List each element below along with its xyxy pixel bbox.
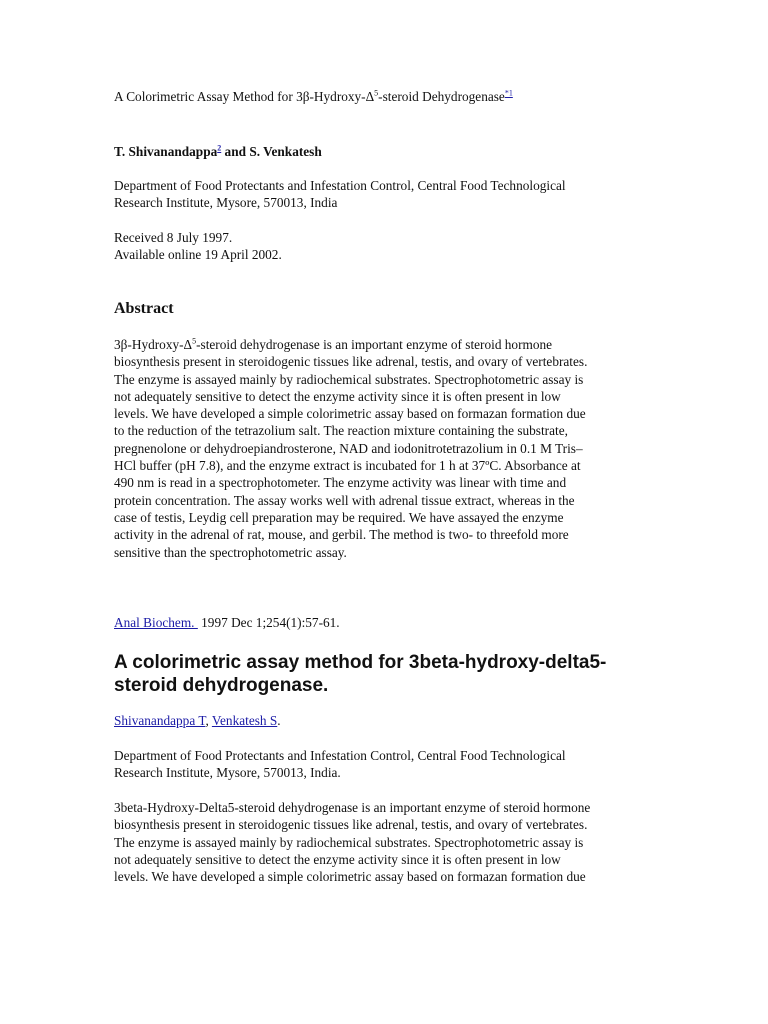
abstract-line: not adequately sensitive to detect the enzyme activity since it is often present in low <box>114 388 561 404</box>
abstract-line: The enzyme is assayed mainly by radiochemical substrates. Spectrophotometric assay is <box>114 834 584 850</box>
article-title-superscript: 5 <box>374 88 379 98</box>
abstract-superscript: 5 <box>192 336 197 346</box>
article-title-suffix: -steroid Dehydrogenase <box>378 89 505 104</box>
abstract-line: levels. We have developed a simple colorimetric assay based on formazan formation due <box>114 869 586 885</box>
affiliation-line: Research Institute, Mysore, 570013, India. <box>114 765 341 781</box>
abstract-line: pregnenolone or dehydroepiandrosterone, NAD and iodonitrotetrazolium in 0.1 M Tris– <box>114 440 583 456</box>
abstract-line: activity in the adrenal of rat, mouse, and gerbil. The method is two- to threefold more <box>114 527 569 543</box>
pubmed-authors <box>114 712 281 729</box>
abstract-first-prefix: 3β-Hydroxy-Δ <box>114 337 193 352</box>
author-second: S. Venkatesh <box>249 144 322 159</box>
author-first: T. Shivanandappa <box>114 144 218 159</box>
abstract-line: levels. We have developed a simple colorimetric assay based on formazan formation due <box>114 406 586 422</box>
journal-link[interactable]: Anal Biochem. <box>114 615 198 630</box>
abstract-line: HCl buffer (pH 7.8), and the enzyme extract is incubated for 1 h at 37ºC. Absorbance at <box>114 458 581 474</box>
received-date: Received 8 July 1997. <box>114 230 233 245</box>
affiliation-line: Department of Food Protectants and Infestation Control, Central Food Technological <box>114 748 566 763</box>
abstract-first-suffix: -steroid dehydrogenase is an important enzyme of steroid hormone <box>196 337 553 352</box>
abstract-line: sensitive than the spectrophotometric assay. <box>114 544 347 560</box>
pubmed-title <box>114 651 680 697</box>
author-footnote-link[interactable]: 2 <box>217 143 222 153</box>
abstract-line: protein concentration. The assay works well with adrenal tissue extract, whereas in the <box>114 492 575 508</box>
author-link-shivanandappa[interactable]: Shivanandappa T <box>114 713 206 728</box>
online-date: Available online 19 April 2002. <box>114 247 282 263</box>
abstract-line: biosynthesis present in steroidogenic tissues like adrenal, testis, and ovary of vertebrates. <box>114 354 588 370</box>
article-dates <box>114 229 282 264</box>
pubmed-abstract <box>114 799 654 889</box>
affiliation-line: Research Institute, Mysore, 570013, India <box>114 195 338 211</box>
citation-details: 1997 Dec 1;254(1):57-61. <box>197 615 340 630</box>
author-line <box>114 143 322 160</box>
title-footnote-link[interactable]: *1 <box>504 88 513 98</box>
pubmed-title-line: steroid dehydrogenase. <box>114 675 329 696</box>
abstract-line: 3beta-Hydroxy-Delta5-steroid dehydrogenase is an important enzyme of steroid hormone <box>114 800 591 815</box>
abstract-line: not adequately sensitive to detect the enzyme activity since it is often present in low <box>114 851 561 867</box>
abstract-heading: Abstract <box>114 300 174 317</box>
affiliation <box>114 177 654 212</box>
pubmed-title-line: A colorimetric assay method for 3beta-hydroxy-delta5- <box>114 652 607 673</box>
author-end: . <box>277 713 281 728</box>
author-connector: and <box>221 144 250 159</box>
author-separator: , <box>205 713 212 728</box>
article-title <box>114 88 714 105</box>
abstract-body <box>114 336 654 561</box>
author-link-venkatesh[interactable]: Venkatesh S <box>211 713 278 728</box>
abstract-line <box>114 336 654 353</box>
abstract-line: to the reduction of the tetrazolium salt. The reaction mixture containing the substrate, <box>114 423 568 439</box>
abstract-line: case of testis, Leydig cell preparation may be required. We have assayed the enzyme <box>114 509 564 525</box>
abstract-line: 490 nm is read in a spectrophotometer. The enzyme activity was linear with time and <box>114 475 567 491</box>
affiliation-line: Department of Food Protectants and Infestation Control, Central Food Technological <box>114 178 566 193</box>
pubmed-affiliation <box>114 747 654 782</box>
abstract-line: The enzyme is assayed mainly by radiochemical substrates. Spectrophotometric assay is <box>114 371 584 387</box>
journal-citation <box>114 614 340 631</box>
abstract-line: biosynthesis present in steroidogenic tissues like adrenal, testis, and ovary of vertebrates. <box>114 817 588 833</box>
article-title-prefix: A Colorimetric Assay Method for 3β-Hydroxy-Δ <box>114 89 375 104</box>
